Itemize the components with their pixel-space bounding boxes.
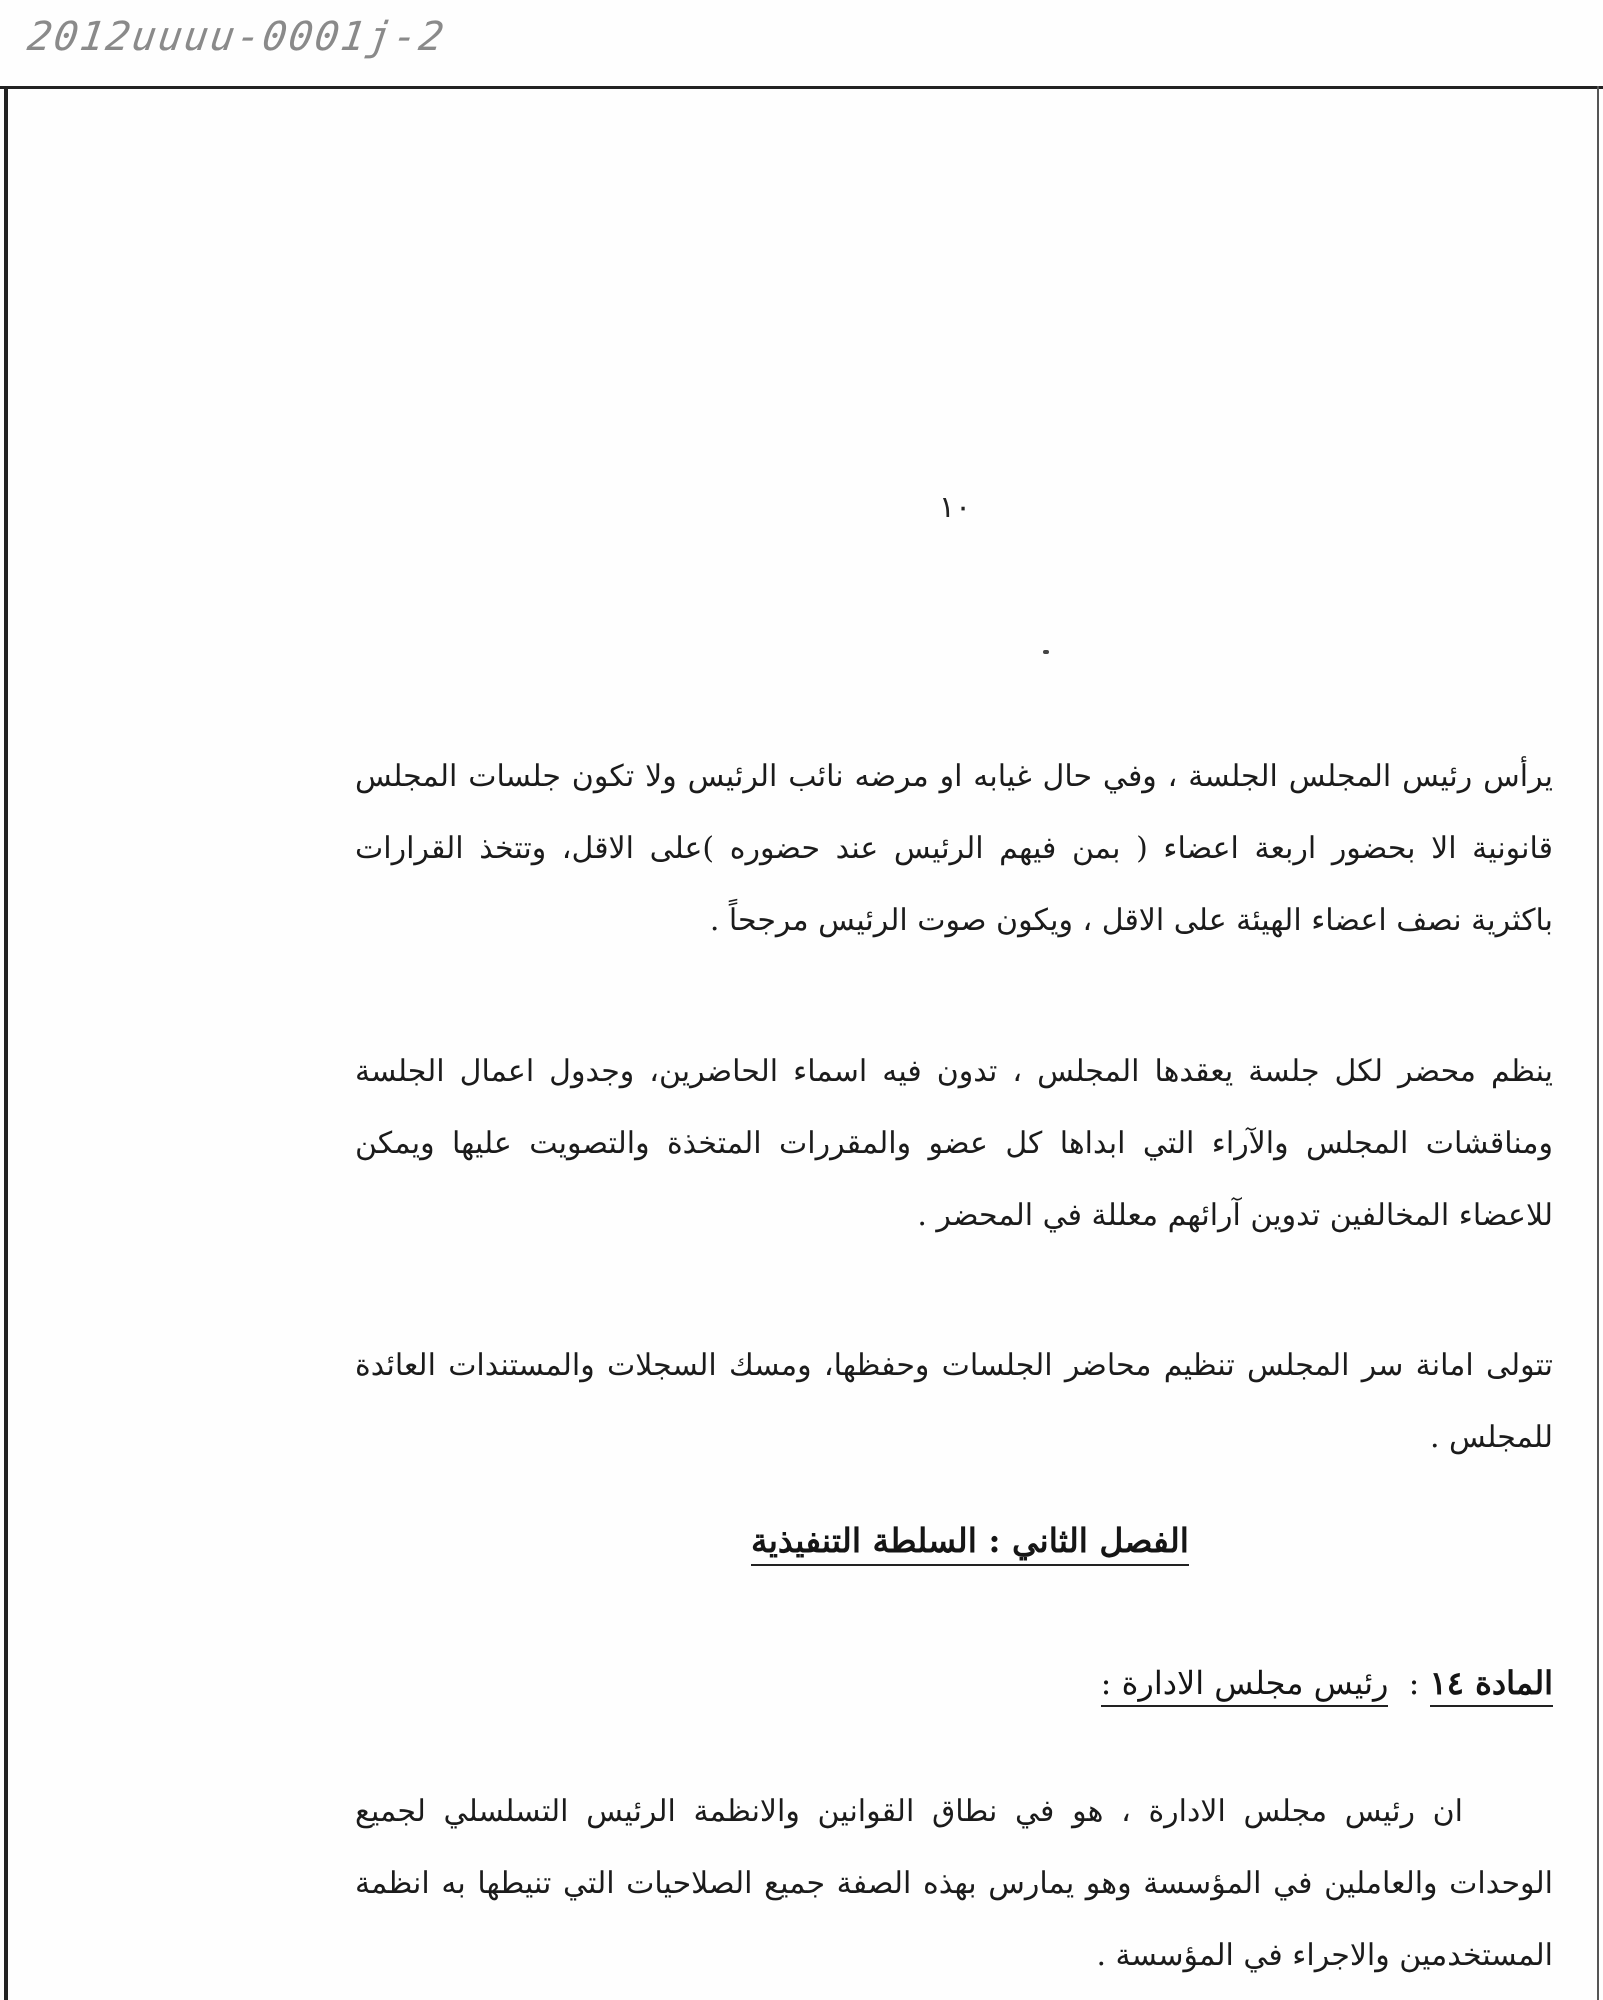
page-number: ١٠ (938, 490, 972, 525)
article-number: المادة ١٤ (1430, 1664, 1553, 1707)
article-body: ان رئيس مجلس الادارة ، هو في نطاق القوانين والانظمة الرئيس التسلسلي لجميع الوحدات والعاملين في المؤسسة وهو يمارس بهذه الصفة جميع الصلاحيات التي تنيطها به انظمة المستخدمين والاجراء في المؤسسة . (355, 1794, 1553, 1973)
paragraph-council-secretariat: تتولى امانة سر المجلس تنظيم محاضر الجلسات وحفظها، ومسك السجلات والمستندات العائدة للمجلس . (355, 1348, 1553, 1455)
article-heading (1101, 1664, 1553, 1702)
page-frame-right-border (1597, 86, 1599, 2000)
paragraph-session-minutes: ينظم محضر لكل جلسة يعقدها المجلس ، تدون فيه اسماء الحاضرين، وجدول اعمال الجلسة ومناقشات المجلس والآراء التي ابداها كل عضو والمقررات المتخذة والتصويت عليها ويمكن للاعضاء المخالفين تدوين آرائهم معللة في المحضر . (355, 1054, 1553, 1233)
paragraph-session-chairing: يرأس رئيس المجلس الجلسة ، وفي حال غيابه او مرضه نائب الرئيس ولا تكون جلسات المجلس قانونية الا بحضور اربعة اعضاء ( بمن فيهم الرئيس عند حضوره )على الاقل، وتتخذ القرارات باكثرية نصف اعضاء الهيئة على الاقل ، ويكون صوت الرئيس مرجحاً . (355, 759, 1553, 938)
chapter-heading (700, 1521, 1240, 1560)
article-separator: : (1398, 1664, 1430, 1702)
page-frame-top-border (0, 86, 1603, 89)
scan-speck (1043, 650, 1049, 654)
handwritten-reference: 2012uuuu-0001j-2 (24, 14, 449, 60)
chapter-heading-text: الفصل الثاني : السلطة التنفيذية (751, 1521, 1189, 1566)
page-frame-left-border (4, 86, 8, 2000)
article-title: رئيس مجلس الادارة : (1101, 1664, 1389, 1707)
